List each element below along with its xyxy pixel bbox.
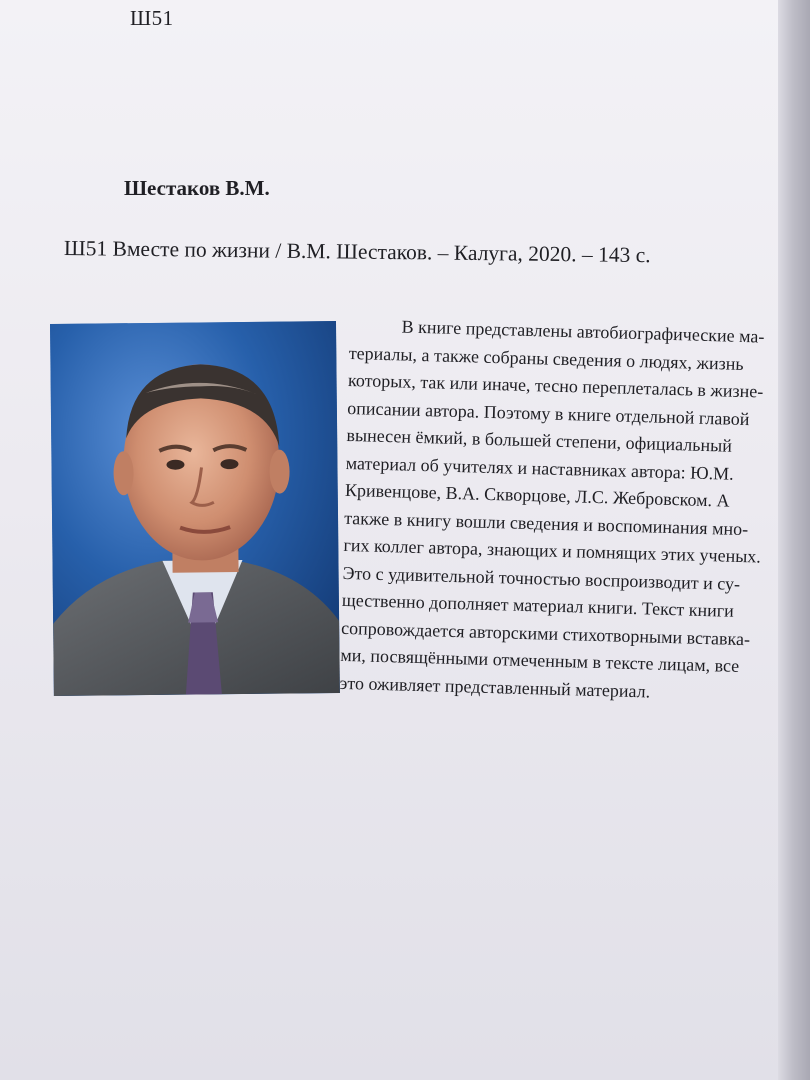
abstract-line: описании автора. Поэтому в книге отдельной главой <box>347 397 750 429</box>
abstract-line: ми, посвящёнными отмеченным в тексте лицам, все <box>340 644 740 677</box>
portrait-illustration <box>50 321 340 696</box>
abstract-line: вынесен ёмкий, в большей степени, официальный <box>346 424 733 456</box>
abstract-line: Кривенцове, В.А. Скворцове, Л.С. Жебровском. А <box>344 479 730 511</box>
book-abstract <box>339 312 780 709</box>
abstract-line: которых, так или иначе, тесно переплеталась в жизне- <box>347 369 764 402</box>
author-portrait-photo <box>50 321 340 696</box>
bibliographic-description: Ш51 Вместе по жизни / В.М. Шестаков. – Калуга, 2020. – 143 с. <box>63 236 651 268</box>
abstract-line: В книге представлены автобиографические ма- <box>401 316 765 347</box>
abstract-line: щественно дополняет материал книги. Текст книги <box>341 589 735 621</box>
abstract-line: сопровождается авторскими стихотворными вставка- <box>340 617 751 649</box>
author-heading: Шестаков В.М. <box>124 176 270 200</box>
abstract-line: это оживляет представленный материал. <box>339 672 651 702</box>
abstract-line: териалы, а также собраны сведения о людях, жизнь <box>348 342 744 374</box>
abstract-line: Это с удивительной точностью воспроизводит и су- <box>342 562 741 594</box>
abstract-line: материал об учителях и наставниках автора: Ю.М. <box>345 452 735 484</box>
classification-code: Ш51 <box>130 6 174 30</box>
page-edge-shadow <box>778 0 810 1080</box>
bleed-through-text <box>285 0 585 22</box>
abstract-line: также в книгу вошли сведения и воспоминания мно- <box>343 507 749 539</box>
abstract-line: гих коллег автора, знающих и помнящих этих ученых. <box>343 534 762 567</box>
